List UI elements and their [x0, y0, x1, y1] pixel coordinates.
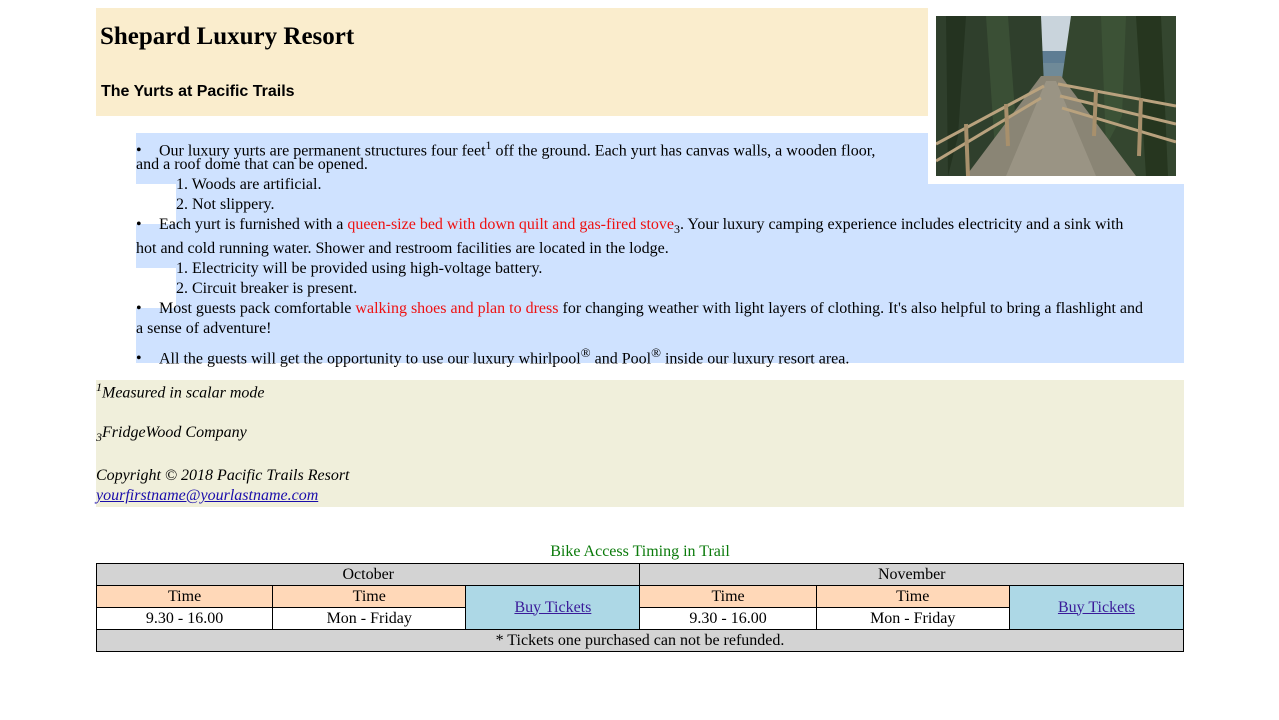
- registered-mark: ®: [651, 345, 661, 360]
- bullet-icon: •: [136, 142, 142, 160]
- month-header-october: October: [97, 564, 640, 586]
- list-item-continuation: a sense of adventure!: [136, 320, 272, 337]
- sub-list-item: 2. Circuit breaker is present.: [176, 280, 358, 297]
- registered-mark: ®: [580, 345, 591, 360]
- bike-timing-table: [96, 563, 1184, 652]
- bullet-icon: •: [136, 216, 142, 233]
- sub-list-item: 2. Not slippery.: [176, 196, 275, 213]
- buy-tickets-cell: [466, 586, 640, 630]
- list-item: • Most guests pack comfortable walking shoes and plan to dress for changing weather with light layers of clothing. It's also helpful to bring a flashlight and: [136, 300, 1144, 317]
- page-title: Shepard Luxury Resort: [100, 23, 355, 50]
- buy-tickets-link-november[interactable]: Buy Tickets: [1057, 598, 1135, 616]
- buy-tickets-cell: [1009, 586, 1183, 630]
- list-item-continuation: hot and cold running water. Shower and restroom facilities are located in the lodge.: [136, 240, 669, 257]
- footnote-mark: 3: [673, 222, 680, 237]
- sub-list-item: 1. Woods are artificial.: [176, 176, 322, 193]
- time-header: Time: [97, 586, 273, 608]
- hours-cell: 9.30 - 16.00: [97, 608, 273, 630]
- refund-note: * Tickets one purchased can not be refunded.: [97, 630, 1184, 652]
- timing-table-caption: Bike Access Timing in Trail: [550, 543, 730, 560]
- time-header: Time: [816, 586, 1009, 608]
- footnote-1: $^1$Measured in scalar mode: [96, 380, 265, 402]
- days-cell: Mon - Friday: [816, 608, 1009, 630]
- footnote-3: $_3$FridgeWood Company: [96, 424, 247, 445]
- page-header: [96, 8, 928, 116]
- buy-tickets-link-october[interactable]: Buy Tickets: [514, 598, 592, 616]
- month-header-november: November: [640, 564, 1184, 586]
- list-item-continuation: and a roof dome that can be opened.: [136, 156, 368, 173]
- list-item: • All the guests will get the opportunity to use our luxury whirlpool® and Pool® inside our luxury resort area.: [136, 345, 850, 368]
- highlight-text: queen-size bed with down quilt and gas-fired stove: [347, 216, 674, 233]
- bullet-icon: •: [136, 300, 142, 317]
- highlight-text: walking shoes and plan to dress: [355, 300, 559, 317]
- yurt-features-list: [136, 133, 1184, 368]
- page-subtitle: The Yurts at Pacific Trails: [101, 83, 295, 100]
- footnote-mark: 1: [485, 138, 492, 152]
- time-header: Time: [640, 586, 816, 608]
- time-header: Time: [273, 586, 466, 608]
- hours-cell: 9.30 - 16.00: [640, 608, 816, 630]
- page-footer: [96, 380, 1184, 507]
- email-link[interactable]: yourfirstname@yourlastname.com: [96, 487, 319, 504]
- bullet-icon: •: [136, 350, 142, 368]
- sub-list-item: 1. Electricity will be provided using high-voltage battery.: [176, 260, 543, 277]
- days-cell: Mon - Friday: [273, 608, 466, 630]
- list-item: • Our luxury yurts are permanent structures four feet$^1$ off the ground. Each yurt has canvas walls, a wooden floor,: [136, 138, 876, 160]
- list-item: • Each yurt is furnished with a queen-size bed with down quilt and gas-fired stove$_3$. Your luxury camping experience includes electricity and a sink with: [136, 216, 1124, 237]
- copyright-text: Copyright © 2018 Pacific Trails Resort: [96, 467, 350, 484]
